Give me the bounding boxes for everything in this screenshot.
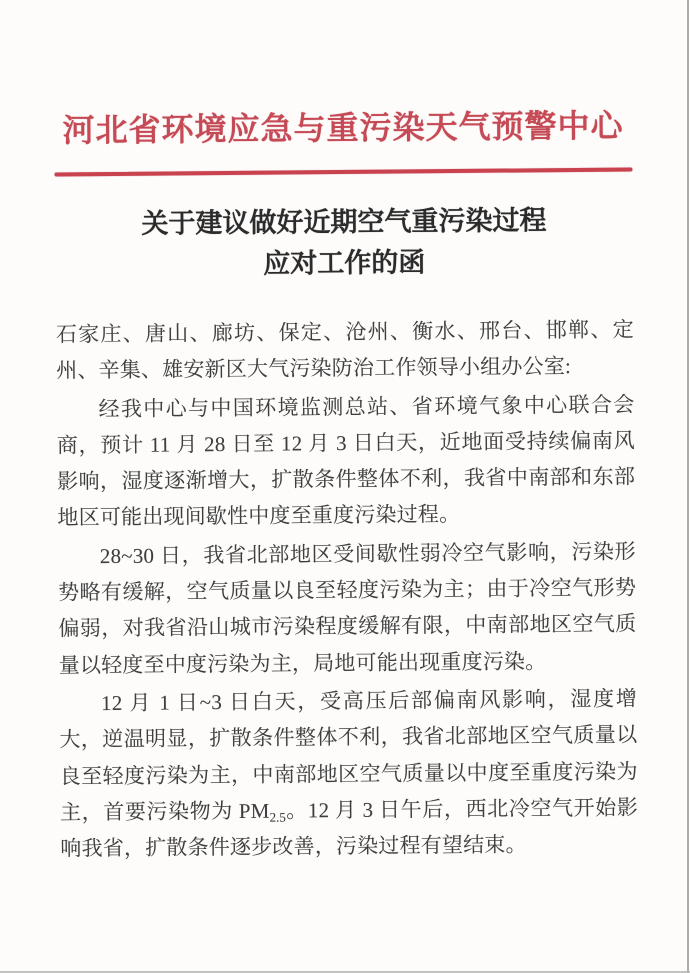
body-paragraph-28-30: 28~30 日，我省北部地区受间歇性弱冷空气影响，污染形势略有缓解，空气质量以良至轻度污染为主；由于冷空气形势偏弱，对我省沿山城市污染程度缓解有限，中南部地区空气质量以轻度至中度污染为主，局地可能出现重度污染。 (58, 539, 637, 678)
scan-edge-right (687, 0, 689, 973)
body-paragraph-dec1-3 (59, 680, 639, 867)
paragraph-text-after-pm: 。12 月 3 日午后，西北冷空气开始影响我省，扩散条件逐步改善，污染过程有望结束。 (60, 795, 639, 861)
letter-body (56, 311, 639, 866)
document-title-line2: 应对工作的函 (263, 247, 426, 279)
paragraph-text-before-pm: 12 月 1 日~3 日白天，受高压后部偏南风影响，湿度增大，逆温明显，扩散条件整体不利，我省北部地区空气质量以良至轻度污染为主，中南部地区空气质量以中度至重度污染为主，首要污染物为 PM (59, 686, 638, 825)
pm25-subscript: 2.5 (269, 809, 286, 825)
org-title: 河北省环境应急与重污染天气预警中心 (62, 107, 624, 149)
salutation-paragraph: 石家庄、唐山、廊坊、保定、沧州、衡水、邢台、邯郸、定州、辛集、雄安新区大气污染防治工作领导小组办公室: (55, 317, 634, 383)
document-title-line1: 关于建议做好近期空气重污染过程 (141, 205, 547, 239)
red-divider (54, 167, 632, 176)
document-title (0, 199, 689, 287)
body-paragraph-forecast: 经我中心与中国环境监测总站、省环境气象中心联合会商，预计 11 月 28 日至 12 月 3 日白天，近地面受持续偏南风影响，湿度逐渐增大，扩散条件整体不利，我省中南部和东部地区可能出现间歇性中度至重度污染过程。 (56, 392, 636, 530)
